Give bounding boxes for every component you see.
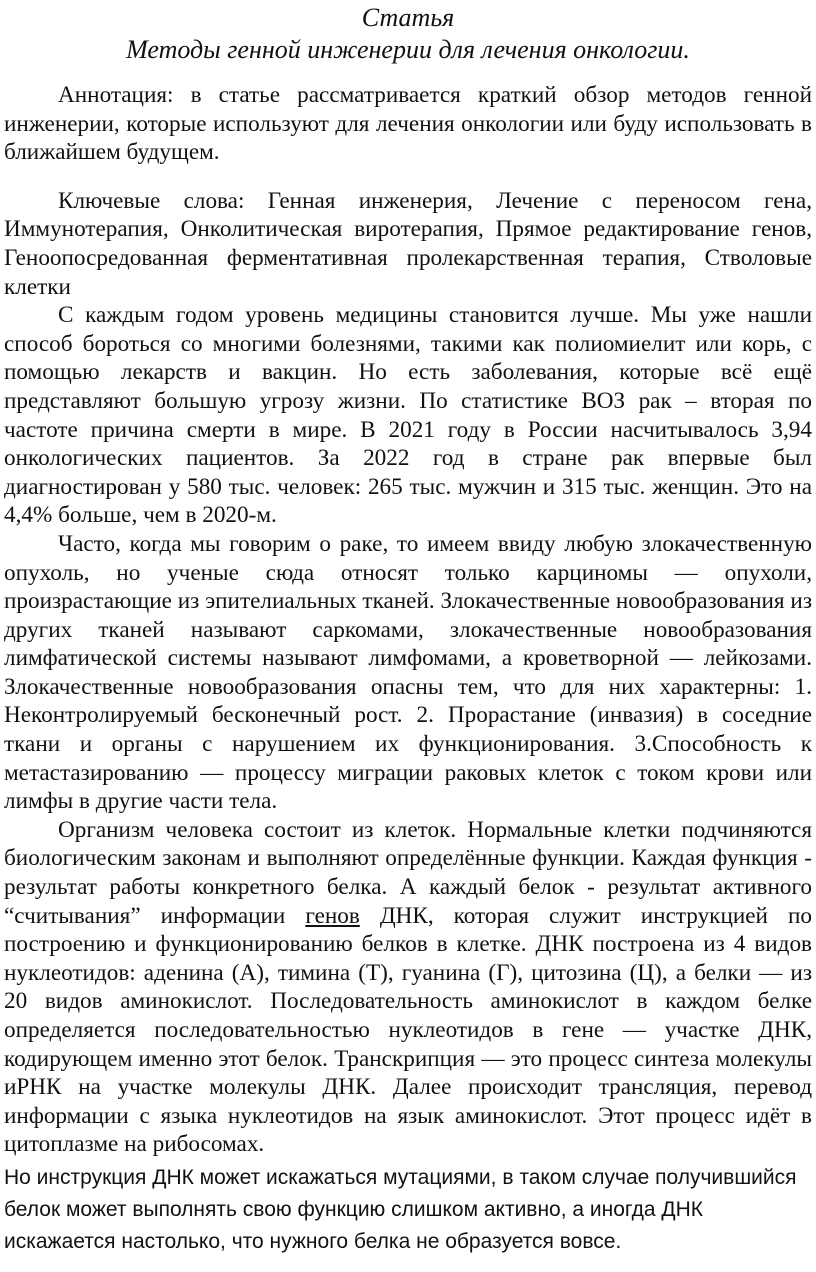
body-paragraph-2: Часто, когда мы говорим о раке, то имеем ввиду любую злокачественную опухоль, но ученые сюда относят только карциномы — опухоли, произрастающие из эпителиальных тканей. Злокачественные новообразования из других тканей называют саркомами, злокачественные новообразования лимфатической системы называют лимфомами, а кроветворной — лейкозами. Злокачественные новообразования опасны тем, что для них характерны: 1. Неконтролируемый бесконечный рост. 2. Прорастание (инвазия) в соседние ткани и органы с нарушением их функционирования. 3.Способность к метастазированию — процессу миграции раковых клеток с током крови или лимфы в другие части тела. [4, 530, 812, 815]
genes-link[interactable]: генов [305, 902, 360, 929]
document-heading: Статья [361, 3, 455, 32]
keywords-paragraph: Ключевые слова: Генная инженерия, Лечение с переносом гена, Иммунотерапия, Онколитическая виротерапия, Прямое редактирование генов, Геноопосредованная ферментативная пролекарственная терапия, Стволовые клетки [4, 187, 812, 300]
paragraph-3-text-start: Организм человека состоит из клеток. Нормальные клетки подчиняются биологическим законам и выполняют определённые функции. Каждая функция - результат работы конкретного белка. А каждый белок - результат активного “считывания” информации [4, 816, 812, 929]
body-paragraph-4: Но инструкция ДНК может искажаться мутациями, в таком случае получившийся белок может выполнять свою функцию слишком активно, а иногда ДНК искажается настолько, что нужного белка не образуется вовсе. [4, 1165, 797, 1253]
annotation-paragraph: Аннотация: в статье рассматривается краткий обзор методов генной инженерии, которые используют для лечения онкологии или буду использовать в ближайшем будущем. [4, 82, 812, 166]
body-paragraph-3 [4, 816, 812, 1159]
body-paragraph-1: С каждым годом уровень медицины становится лучше. Мы уже нашли способ бороться со многими болезнями, такими как полиомиелит или корь, с помощью лекарств и вакцин. Но есть заболевания, которые всё ещё представляют большую угрозу жизни. По статистике ВОЗ рак – вторая по частоте причина смерти в мире. В 2021 году в России насчитывалось 3,94 онкологических пациентов. За 2022 год в стране рак впервые был диагностирован у 580 тыс. человек: 265 тыс. мужчин и 315 тыс. женщин. Это на 4,4% больше, чем в 2020-м. [4, 302, 812, 529]
paragraph-3-text-end: ДНК, которая служит инструкцией по построению и функционированию белков в клетке. ДНК построена из 4 видов нуклеотидов: аденина (А), тимина (Т), гуанина (Г), цитозина (Ц), а белки — из 20 видов аминокислот. Последовательность аминокислот в каждом белке определяется последовательностью нуклеотидов в гене — участке ДНК, кодирующем именно этот белок. Транскрипция — это процесс синтеза молекулы иРНК на участке молекулы ДНК. Далее происходит трансляция, перевод информации с языка нуклеотидов на язык аминокислот. Этот процесс идёт в цитоплазме на рибосомах. [4, 902, 812, 1158]
document-title: Методы генной инженерии для лечения онкологии. [126, 35, 690, 64]
